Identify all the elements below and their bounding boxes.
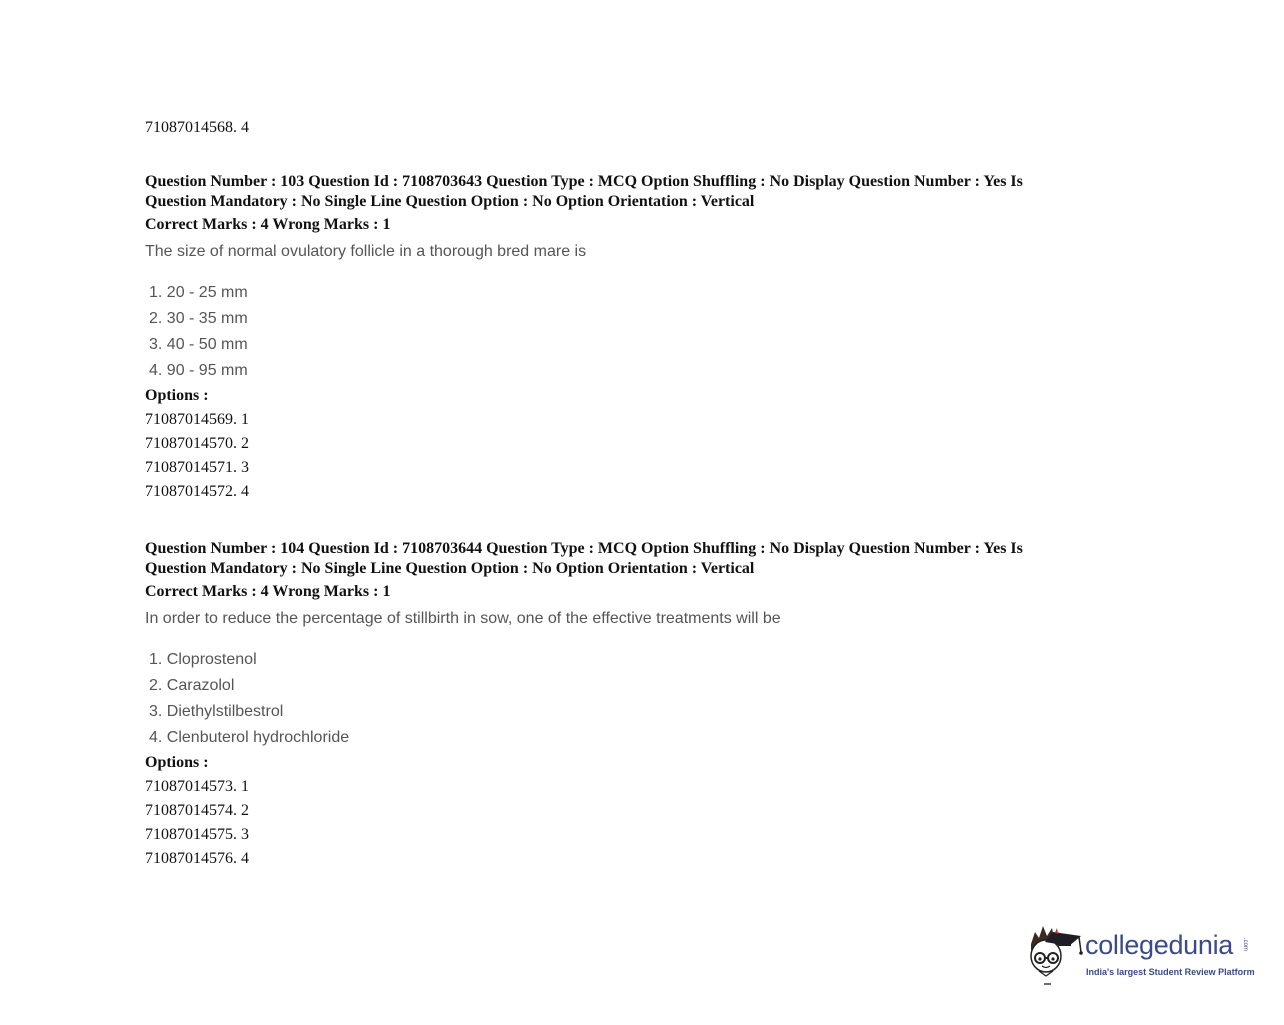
options-label: Options :: [145, 386, 209, 404]
answer-choice: 4. Clenbuterol hydrochloride: [149, 728, 350, 746]
answer-choices: [145, 280, 1023, 384]
option-id: 71087014570. 2: [145, 434, 249, 452]
answer-choice: 1. 20 - 25 mm: [149, 283, 248, 301]
option-id: 71087014572. 4: [145, 482, 249, 500]
logo-domain-suffix: .com: [1242, 938, 1248, 952]
question-meta-line-1: Question Number : 103 Question Id : 7108703643 Question Type : MCQ Option Shuffling : No Display Question Number : Yes Is: [145, 173, 1023, 190]
option-id: 71087014569. 1: [145, 410, 249, 428]
question-stem: In order to reduce the percentage of stillbirth in sow, one of the effective treatments will be: [145, 609, 781, 627]
answer-choice: 2. Carazolol: [149, 676, 235, 694]
question-meta-line-2: Question Mandatory : No Single Line Question Option : No Option Orientation : Vertical: [145, 192, 755, 210]
collegedunia-logo: [1025, 918, 1265, 990]
answer-choice: 4. 90 - 95 mm: [149, 361, 248, 379]
answer-choice: 1. Cloprostenol: [149, 650, 257, 668]
answer-choice: 3. Diethylstilbestrol: [149, 702, 284, 720]
previous-option-id: 71087014568. 4: [145, 119, 249, 136]
question-meta-line-2: Question Mandatory : No Single Line Question Option : No Option Orientation : Vertical: [145, 559, 755, 577]
question-block-104: [145, 539, 1023, 871]
question-meta-line-1: Question Number : 104 Question Id : 7108703644 Question Type : MCQ Option Shuffling : No Display Question Number : Yes Is: [145, 540, 1023, 557]
answer-choice: 2. 30 - 35 mm: [149, 309, 248, 327]
question-stem: The size of normal ovulatory follicle in a thorough bred mare is: [145, 242, 587, 260]
option-id: 71087014574. 2: [145, 801, 249, 819]
logo-tagline: India's largest Student Review Platform: [1086, 967, 1255, 977]
option-id: 71087014575. 3: [145, 825, 249, 843]
question-block-103: [145, 172, 1023, 504]
mascot-graduate-icon: [1025, 918, 1087, 990]
option-id: 71087014571. 3: [145, 458, 249, 476]
answer-choice: 3. 40 - 50 mm: [149, 335, 248, 353]
options-label: Options :: [145, 753, 209, 771]
question-marks: Correct Marks : 4 Wrong Marks : 1: [145, 216, 391, 233]
question-marks: Correct Marks : 4 Wrong Marks : 1: [145, 583, 391, 600]
option-id: 71087014573. 1: [145, 777, 249, 795]
option-id: 71087014576. 4: [145, 849, 249, 867]
answer-choices: [145, 647, 1023, 751]
logo-wordmark: collegedunia: [1085, 930, 1234, 960]
